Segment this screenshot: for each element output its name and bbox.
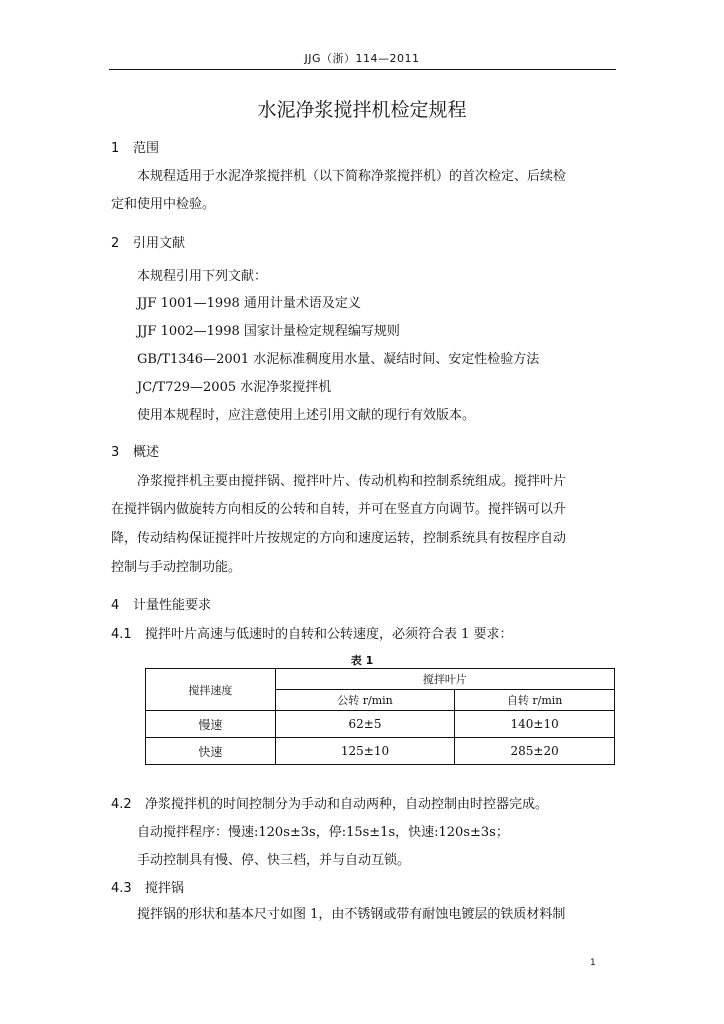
reference-item: JJF 1002—1998 国家计量检定规程编写规则 <box>137 324 400 339</box>
section-1-line-1: 本规程适用于水泥净浆搅拌机（以下简称净浆搅拌机）的首次检定、后续检 <box>137 169 567 184</box>
speed-cell: 慢速 <box>146 711 276 738</box>
reference-item: JJF 1001—1998 通用计量术语及定义 <box>137 296 361 311</box>
rotation-cell: 285±20 <box>455 738 615 765</box>
clause-4-2 <box>111 793 548 812</box>
clause-number: 4.2 <box>111 797 132 812</box>
clause-4-3-line-1: 搅拌锅的形状和基本尺寸如图 1，由不锈钢或带有耐蚀电镀层的铁质材料制 <box>137 907 566 922</box>
rotation-cell: 140±10 <box>455 711 615 738</box>
blade-header-cell: 搅拌叶片 <box>275 669 614 690</box>
clause-title: 搅拌锅 <box>145 881 185 896</box>
section-number: 3 <box>111 445 120 460</box>
section-4-heading <box>111 594 211 613</box>
clause-number: 4.1 <box>111 627 132 642</box>
document-title: 水泥净浆搅拌机检定规程 <box>257 99 467 121</box>
section-number: 1 <box>111 141 120 156</box>
section-2-heading <box>111 232 185 251</box>
section-3-heading <box>111 441 159 460</box>
table-row <box>146 738 615 765</box>
section-3-line-3: 降，传动结构保证搅拌叶片按规定的方向和速度运转，控制系统具有按程序自动 <box>111 531 567 546</box>
clause-4-2-line-2: 手动控制具有慢、停、快三档，并与自动互锁。 <box>137 853 411 868</box>
revolution-header-cell: 公转 r/min <box>275 690 455 711</box>
section-3-line-2: 在搅拌锅内做旋转方向相反的公转和自转，并可在竖直方向调节。搅拌锅可以升 <box>111 502 567 517</box>
clause-4-2-line-1: 自动搅拌程序：慢速:120s±3s，停:15s±1s，快速:120s±3s； <box>137 825 509 840</box>
clause-4-1 <box>111 623 513 642</box>
header-rule <box>109 69 616 70</box>
section-2-note: 使用本规程时，应注意使用上述引用文献的现行有效版本。 <box>137 408 476 423</box>
page-number: 1 <box>590 958 596 968</box>
section-1-line-2: 定和使用中检验。 <box>111 197 216 212</box>
section-title: 范围 <box>133 141 160 156</box>
section-title: 引用文献 <box>133 236 186 251</box>
standard-code: JJG（浙）114—2011 <box>304 52 420 65</box>
speed-cell: 快速 <box>146 738 276 765</box>
clause-text: 净浆搅拌机的时间控制分为手动和自动两种，自动控制由时控器完成。 <box>145 797 549 812</box>
clause-text: 搅拌叶片高速与低速时的自转和公转速度，必须符合表 1 要求： <box>145 627 513 642</box>
section-title: 概述 <box>133 445 160 460</box>
table-row <box>146 711 615 738</box>
section-title: 计量性能要求 <box>133 598 212 613</box>
section-3-line-4: 控制与手动控制功能。 <box>111 560 242 575</box>
clause-number: 4.3 <box>111 881 132 896</box>
section-2-intro: 本规程引用下列文献： <box>137 269 268 284</box>
rotation-header-cell: 自转 r/min <box>455 690 615 711</box>
reference-item: GB/T1346—2001 水泥标准稠度用水量、凝结时间、安定性检验方法 <box>137 352 540 367</box>
section-1-heading <box>111 137 159 156</box>
section-number: 4 <box>111 598 120 613</box>
section-3-line-1: 净浆搅拌机主要由搅拌锅、搅拌叶片、传动机构和控制系统组成。搅拌叶片 <box>137 474 567 489</box>
revolution-cell: 62±5 <box>275 711 455 738</box>
table-caption: 表 1 <box>350 654 374 667</box>
revolution-cell: 125±10 <box>275 738 455 765</box>
section-number: 2 <box>111 236 120 251</box>
clause-4-3 <box>111 877 184 896</box>
speed-table <box>145 668 615 765</box>
reference-item: JC/T729—2005 水泥净浆搅拌机 <box>137 380 332 395</box>
speed-header-cell: 搅拌速度 <box>146 669 276 711</box>
